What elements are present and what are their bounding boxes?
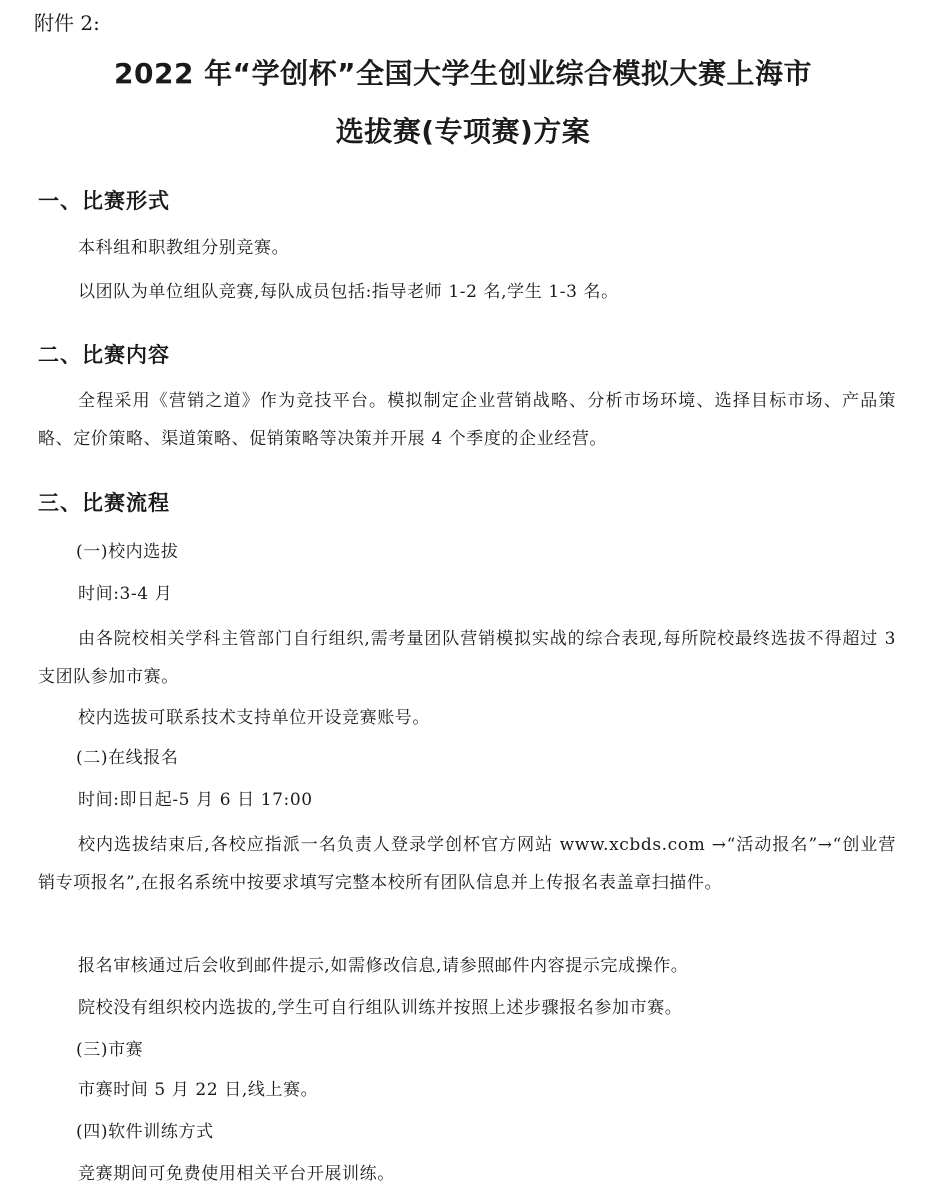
attachment-label: 附件 2: — [34, 11, 100, 35]
paragraph-city-competition: 市赛时间 5 月 22 日,线上赛。 — [78, 1080, 319, 1100]
section-heading-process: 三、比赛流程 — [38, 491, 170, 515]
paragraph-registration-steps: 校内选拔结束后,各校应指派一名负责人登录学创杯官方网站 www.xcbds.com →“活动报名”→“创业营销专项报名”,在报名系统中按要求填写完整本校所有团队信息并上传报名表盖章扫描件。 — [38, 835, 896, 893]
paragraph-school-selection: 由各院校相关学科主管部门自行组织,需考量团队营销模拟实战的综合表现,每所院校最终选拔不得超过 3 支团队参加市赛。 — [38, 629, 896, 687]
school-selection-time: 时间:3-4 月 — [78, 584, 173, 604]
paragraph-platform: 全程采用《营销之道》作为竞技平台。模拟制定企业营销战略、分析市场环境、选择目标市场、产品策略、定价策略、渠道策略、促销策略等决策并开展 4 个季度的企业经营。 — [38, 391, 896, 449]
document-title-line1: 2022 年“学创杯”全国大学生创业综合模拟大赛上海市 — [114, 57, 812, 90]
subsection-label-city-competition: (三)市赛 — [76, 1040, 144, 1060]
subsection-label-online-registration: (二)在线报名 — [76, 748, 179, 768]
paragraph-review-notice: 报名审核通过后会收到邮件提示,如需修改信息,请参照邮件内容提示完成操作。 — [78, 956, 689, 976]
paragraph-team-composition: 以团队为单位组队竞赛,每队成员包括:指导老师 1-2 名,学生 1-3 名。 — [78, 282, 619, 302]
section-heading-format: 一、比赛形式 — [38, 189, 170, 213]
paragraph-software-training: 竞赛期间可免费使用相关平台开展训练。 — [78, 1164, 395, 1184]
section-heading-content: 二、比赛内容 — [38, 343, 170, 367]
registration-time: 时间:即日起-5 月 6 日 17:00 — [78, 790, 313, 810]
paragraph-groups: 本科组和职教组分别竞赛。 — [78, 238, 290, 258]
subsection-label-school-selection: (一)校内选拔 — [76, 542, 179, 562]
paragraph-self-organized: 院校没有组织校内选拔的,学生可自行组队训练并按照上述步骤报名参加市赛。 — [78, 998, 683, 1018]
document-title-line2: 选拔赛(专项赛)方案 — [335, 115, 591, 148]
subsection-label-software-training: (四)软件训练方式 — [76, 1122, 214, 1142]
paragraph-account-setup: 校内选拔可联系技术支持单位开设竞赛账号。 — [78, 708, 430, 728]
